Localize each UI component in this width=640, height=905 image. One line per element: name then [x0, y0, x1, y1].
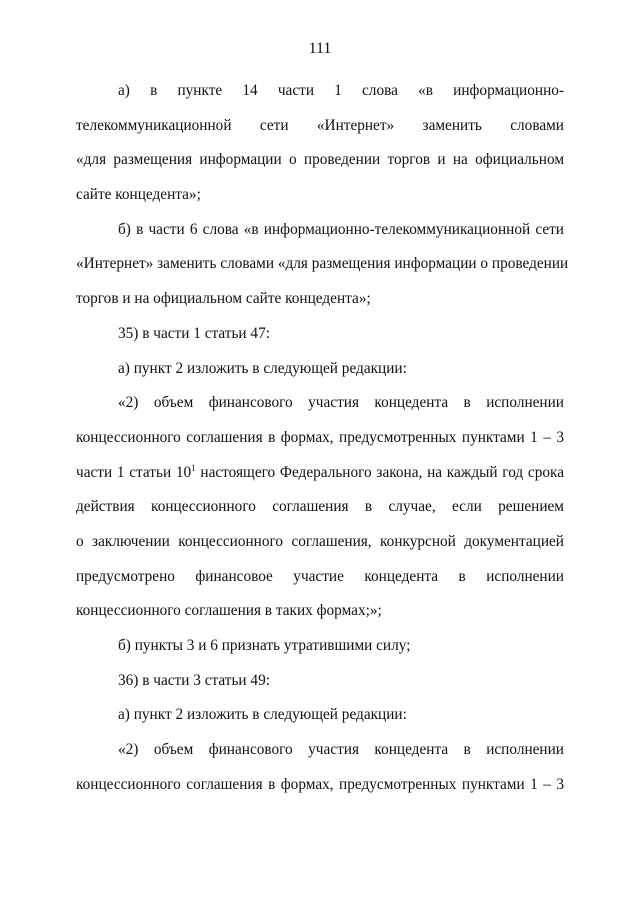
text-line: б) в части 6 слова «в информационно-телекоммуникационной сети [118, 220, 564, 238]
text-line: торгов и на официальном сайте концедента»; [76, 290, 371, 308]
text-line: концессионного соглашения в формах, предусмотренных пунктами 1 – 3 [76, 428, 564, 446]
text-line: действия концессионного соглашения в случае, если решением [76, 498, 564, 516]
text-line: «2) объем финансового участия концедента в исполнении [118, 394, 564, 412]
text-line: «Интернет» заменить словами «для размещения информации о проведении [76, 255, 569, 273]
text-line: 35) в части 1 статьи 47: [118, 324, 270, 342]
text-line: концессионного соглашения в формах, предусмотренных пунктами 1 – 3 [76, 775, 564, 793]
document-body [76, 74, 569, 802]
text-fragment: настоящего Федерального закона, на каждый год срока [195, 463, 564, 481]
text-line: «для размещения информации о проведении торгов и на официальном [76, 151, 564, 169]
text-fragment: части 1 статьи 10 [76, 463, 192, 481]
text-line: «2) объем финансового участия концедента в исполнении [118, 741, 564, 759]
text-line: телекоммуникационной сети «Интернет» заменить словами [76, 116, 564, 134]
text-line: а) в пункте 14 части 1 слова «в информационно- [118, 82, 564, 99]
text-line: 36) в части 3 статьи 49: [118, 671, 270, 689]
text-line: сайте концедента»; [76, 186, 201, 204]
text-line: а) пункт 2 изложить в следующей редакции: [118, 706, 407, 724]
text-line [76, 456, 564, 491]
page-number: 111 [308, 40, 332, 57]
text-line: о заключении концессионного соглашения, конкурсной документацией [76, 532, 564, 550]
superscript: 1 [191, 462, 196, 473]
text-line: б) пункты 3 и 6 признать утратившими силу; [118, 637, 411, 654]
text-line: предусмотрено финансовое участие концедента в исполнении [76, 567, 564, 585]
text-line: концессионного соглашения в таких формах;»; [76, 602, 382, 620]
text-line: а) пункт 2 изложить в следующей редакции: [118, 359, 407, 377]
